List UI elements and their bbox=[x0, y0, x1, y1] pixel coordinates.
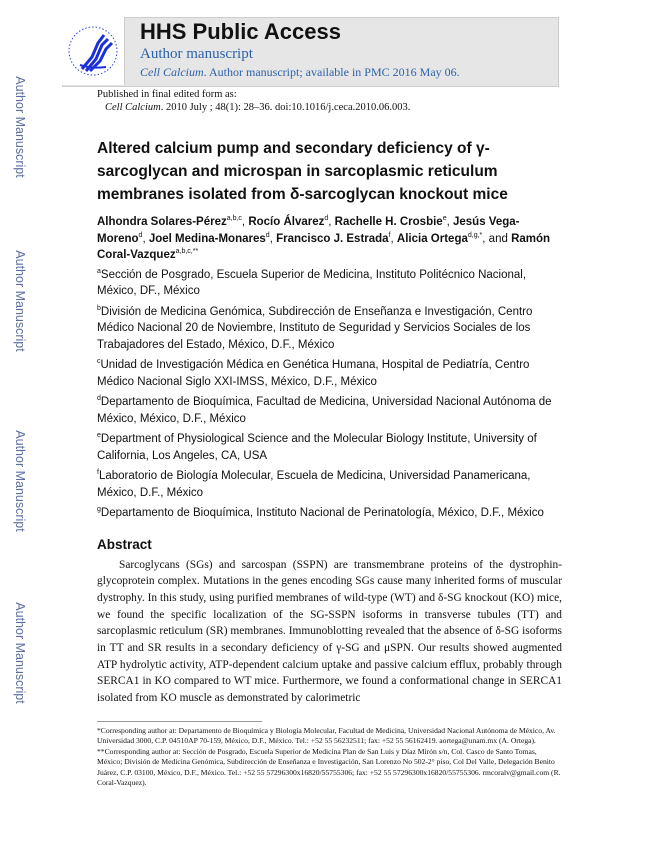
affiliation bbox=[97, 267, 562, 300]
affiliation-marker: b bbox=[97, 304, 101, 312]
affiliation-text: Unidad de Investigación Médica en Genética Humana, Hospital de Pediatría, Centro Médico Nacional Siglo XXI-IMSS, México, D.F., México bbox=[97, 359, 530, 388]
affiliation-text: Sección de Posgrado, Escuela Superior de Medicina, Instituto Politécnico Nacional, México, DF., México bbox=[97, 268, 527, 297]
footnote-divider bbox=[97, 721, 262, 722]
hhs-logo-icon bbox=[62, 17, 125, 85]
abstract-heading: Abstract bbox=[97, 536, 152, 552]
footnote: *Corresponding author at: Departamento de Bioquímica y Biología Molecular, Facultad de Medicina, Universidad Nacional Autónoma de México, Av. Universidad 3000, C.P. 04510AP 70-159, México, D.F., México. Tel.: +52 55 56232511; fax: +52 55 56162419. aortega@unam.mx (A. Ortega). **Corresponding author at: Sección de Posgrado, Escuela Superior de Medicina Plan de San Luis y Díaz Mirón s/n, Col. Casco de Santo Tomas, México; División de Medicina Genómica, Subdirección de Enseñanza e Investigación, San Lorenzo No 502-2° piso, Col Del Valle, Delegación Benito Juárez, C.P. 03100, México, D.F., México. Tel.: +52 55 57296300x16820/55755306; fax: +52 55 57296300x16820/55755306. rmcoralv@gmail.com (R. Coral-Vazquez). bbox=[97, 725, 561, 788]
author-name: Jesús Vega-Moreno bbox=[97, 216, 520, 245]
and-text: and bbox=[485, 232, 512, 245]
affiliation bbox=[97, 468, 562, 501]
affiliation-text: División de Medicina Genómica, Subdirección de Enseñanza e Investigación, Centro Médico Nacional 20 de Noviembre, Instituto de Seguridad y Servicios Sociales de los Trabajadores del Estado, México, D.F., México bbox=[97, 305, 533, 351]
article-title: Altered calcium pump and secondary deficiency of γ-sarcoglycan and microspan in sarcoplasmic reticulum membranes isolated from δ-sarcoglycan knockout mice bbox=[97, 140, 508, 203]
affiliation-marker: f bbox=[97, 469, 99, 477]
author-affiliation-marker: d,g,* bbox=[467, 231, 483, 239]
author-manuscript-label: Author Manuscript bbox=[13, 602, 27, 704]
author-manuscript-subtitle: Author manuscript bbox=[140, 46, 253, 62]
author-name: Rachelle H. Crosbie bbox=[334, 216, 443, 228]
author-name: Francisco J. Estrada bbox=[276, 232, 389, 245]
author-name: Alicia Ortega bbox=[396, 232, 468, 245]
hhs-title: HHS Public Access bbox=[140, 19, 341, 44]
affiliation-marker: a bbox=[97, 267, 101, 275]
author-affiliation-marker: d bbox=[324, 215, 329, 223]
author-affiliation-marker: d bbox=[265, 231, 270, 239]
affiliation bbox=[97, 357, 562, 390]
author-manuscript-label: Author Manuscript bbox=[13, 250, 27, 352]
affiliation-marker: d bbox=[97, 395, 101, 403]
author-affiliation-marker: a,b,c,** bbox=[175, 248, 199, 256]
author-affiliation-marker: f bbox=[388, 231, 391, 239]
affiliation-text: Department of Physiological Science and the Molecular Biology Institute, University of California, Los Angeles, CA, USA bbox=[97, 433, 537, 462]
affiliation bbox=[97, 394, 562, 427]
affiliation-text: Departamento de Bioquímica, Instituto Nacional de Perinatología, México, D.F., México bbox=[100, 507, 544, 519]
affiliation-text: Laboratorio de Biología Molecular, Escuela de Medicina, Universidad Panamericana, México, D.F., México bbox=[97, 470, 531, 499]
affiliation bbox=[97, 505, 562, 522]
availability-line: Cell Calcium. Author manuscript; available in PMC 2016 May 06. bbox=[140, 65, 460, 79]
author-manuscript-label: Author Manuscript bbox=[13, 430, 27, 532]
author-manuscript-label: Author Manuscript bbox=[13, 76, 27, 178]
affiliation-marker: e bbox=[97, 432, 101, 440]
abstract-text: Sarcoglycans (SGs) and sarcospan (SSPN) are transmembrane proteins of the dystrophin-glycoprotein complex. Mutations in the genes encoding SGs cause many inherited forms of muscular dystrophy. In this study, using purified membranes of wild-type (WT) and δ-SG knockout (KO) mice, we found the specific localization of the SG-SSPN isoforms in transverse tubules (TT) and sarcoplasmic reticulum (SR) membranes. Immunoblotting revealed that the absence of δ-SG isoforms in TT and SR results in a secondary deficiency of γ-SG and μSPN. Our results showed augmented ATP hydrolytic activity, ATP-dependent calcium uptake and passive calcium efflux, probably through SERCA1 in KO compared to WT mice. Furthermore, we found a conformational change in SERCA1 isolated from KO muscle as demonstrated by calorimetric bbox=[97, 558, 562, 705]
affiliation bbox=[97, 304, 562, 354]
affiliation-text: Departamento de Bioquímica, Facultad de Medicina, Universidad Nacional Autónoma de México, México, D.F., México bbox=[97, 396, 552, 425]
affiliation-marker: c bbox=[97, 358, 101, 366]
author-name: Rocío Álvarez bbox=[248, 216, 325, 228]
published-info: Published in final edited form as: Cell Calcium. 2010 July ; 48(1): 28–36. doi:10.1016/j.ceca.2010.06.003. bbox=[97, 89, 411, 113]
author-name: Ramón Coral-Vazquez bbox=[97, 232, 551, 261]
affiliation bbox=[97, 431, 562, 464]
author-affiliation-marker: a,b,c bbox=[226, 215, 242, 223]
affiliations bbox=[97, 267, 562, 522]
author-name: Joel Medina-Monares bbox=[148, 232, 266, 245]
author-affiliation-marker: e bbox=[442, 215, 447, 223]
article-body bbox=[97, 137, 562, 809]
author-list: Alhondra Solares-Pérez$^{a,b,c}$, Rocío Álvarez$^d$, Rachelle H. Crosbie$^e$, Jesús Vega-Moreno$^d$, Joel Medina-Monares$^d$, Francisco J. Estrada$^f$, Alicia Ortega$^{d,g,*}$, and Ramón Coral-Vazquez$^{a,b,c,**}$ bbox=[97, 215, 551, 261]
author-name: Alhondra Solares-Pérez bbox=[97, 216, 227, 228]
affiliation-marker: g bbox=[97, 506, 101, 514]
author-affiliation-marker: d bbox=[138, 231, 143, 239]
